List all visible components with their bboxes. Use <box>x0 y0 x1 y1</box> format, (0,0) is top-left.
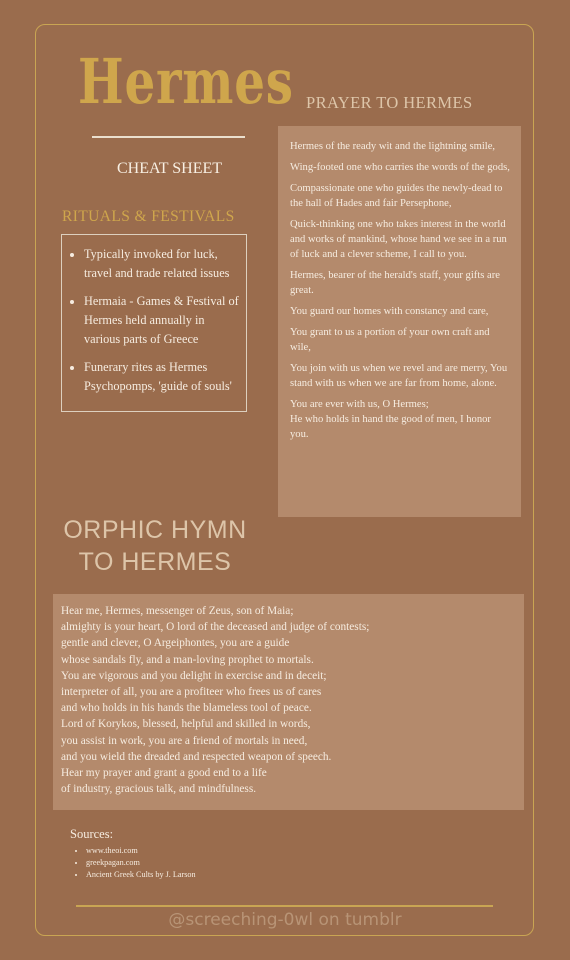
prayer-line: Quick-thinking one who takes interest in the world and works of mankind, whose hand we see in a run of luck and a clever scheme, I call to you. <box>290 219 507 260</box>
rituals-list <box>70 245 240 396</box>
sources-heading: Sources: <box>70 827 114 841</box>
hymn-line: Hear my prayer and grant a good end to a life <box>61 767 267 780</box>
source-item: • greekpagan.com <box>86 857 196 869</box>
hymn-line: gentle and clever, O Argeiphontes, you are a guide <box>61 637 290 650</box>
list-item: • Hermaia - Games & Festival of Hermes held annually in various parts of Greece <box>84 292 240 349</box>
source-item: • Ancient Greek Cults by J. Larson <box>86 869 196 881</box>
rituals-heading: RITUALS & FESTIVALS <box>62 208 235 225</box>
title-divider <box>92 136 245 138</box>
orphic-heading <box>50 514 260 578</box>
orphic-heading-line: TO HERMES <box>78 548 232 576</box>
hymn-line: whose sandals fly, and a man-loving prophet to mortals. <box>61 653 314 666</box>
rituals-box <box>61 234 247 412</box>
hymn-line: You are vigorous and you delight in exercise and in deceit; <box>61 669 327 682</box>
prayer-line: You join with us when we revel and are merry, You stand with us when we are far from home, alone. <box>290 363 508 389</box>
hymn-line: and you wield the dreaded and respected weapon of speech. <box>61 750 332 763</box>
prayer-line: You guard our homes with constancy and care, <box>290 306 489 317</box>
list-item: • Funerary rites as Hermes Psychopomps, 'guide of souls' <box>84 358 240 396</box>
hymn-line: Lord of Korykos, blessed, helpful and skilled in words, <box>61 718 311 731</box>
prayer-line: Compassionate one who guides the newly-dead to the hall of Hades and fair Persephone, <box>290 183 503 209</box>
sources-list <box>74 845 196 881</box>
hymn-line: and who holds in his hands the blameless tool of peace. <box>61 702 312 715</box>
prayer-line: He who holds in hand the good of men, I honor you. <box>290 414 491 440</box>
prayer-heading: PRAYER TO HERMES <box>306 93 473 112</box>
prayer-line: Wing-footed one who carries the words of the gods, <box>290 162 510 173</box>
prayer-line: You are ever with us, O Hermes; <box>290 399 429 410</box>
hymn-line: Hear me, Hermes, messenger of Zeus, son of Maia; <box>61 605 294 617</box>
page-subtitle: CHEAT SHEET <box>116 160 223 177</box>
source-item: • www.theoi.com <box>86 845 196 857</box>
hymn-line: almighty is your heart, O lord of the deceased and judge of contests; <box>61 621 370 634</box>
list-item: • Typically invoked for luck, travel and trade related issues <box>84 245 240 283</box>
orphic-hymn-panel <box>53 594 524 810</box>
hymn-line: of industry, gracious talk, and mindfulness. <box>61 783 257 796</box>
orphic-heading-line: ORPHIC HYMN <box>63 516 247 544</box>
page-title: Hermes <box>78 45 294 118</box>
prayer-line: Hermes, bearer of the herald's staff, your gifts are great. <box>290 270 500 296</box>
footer-credit: @screeching-0wl on tumblr <box>168 910 402 930</box>
prayer-line: Hermes of the ready wit and the lightning smile, <box>290 141 496 152</box>
footer-divider <box>76 905 493 907</box>
prayer-panel <box>278 126 521 517</box>
prayer-line: You grant to us a portion of your own craft and wile, <box>290 327 490 353</box>
hymn-line: interpreter of all, you are a profiteer who frees us of cares <box>61 686 322 699</box>
hymn-line: you assist in work, you are a friend of mortals in need, <box>61 734 308 747</box>
